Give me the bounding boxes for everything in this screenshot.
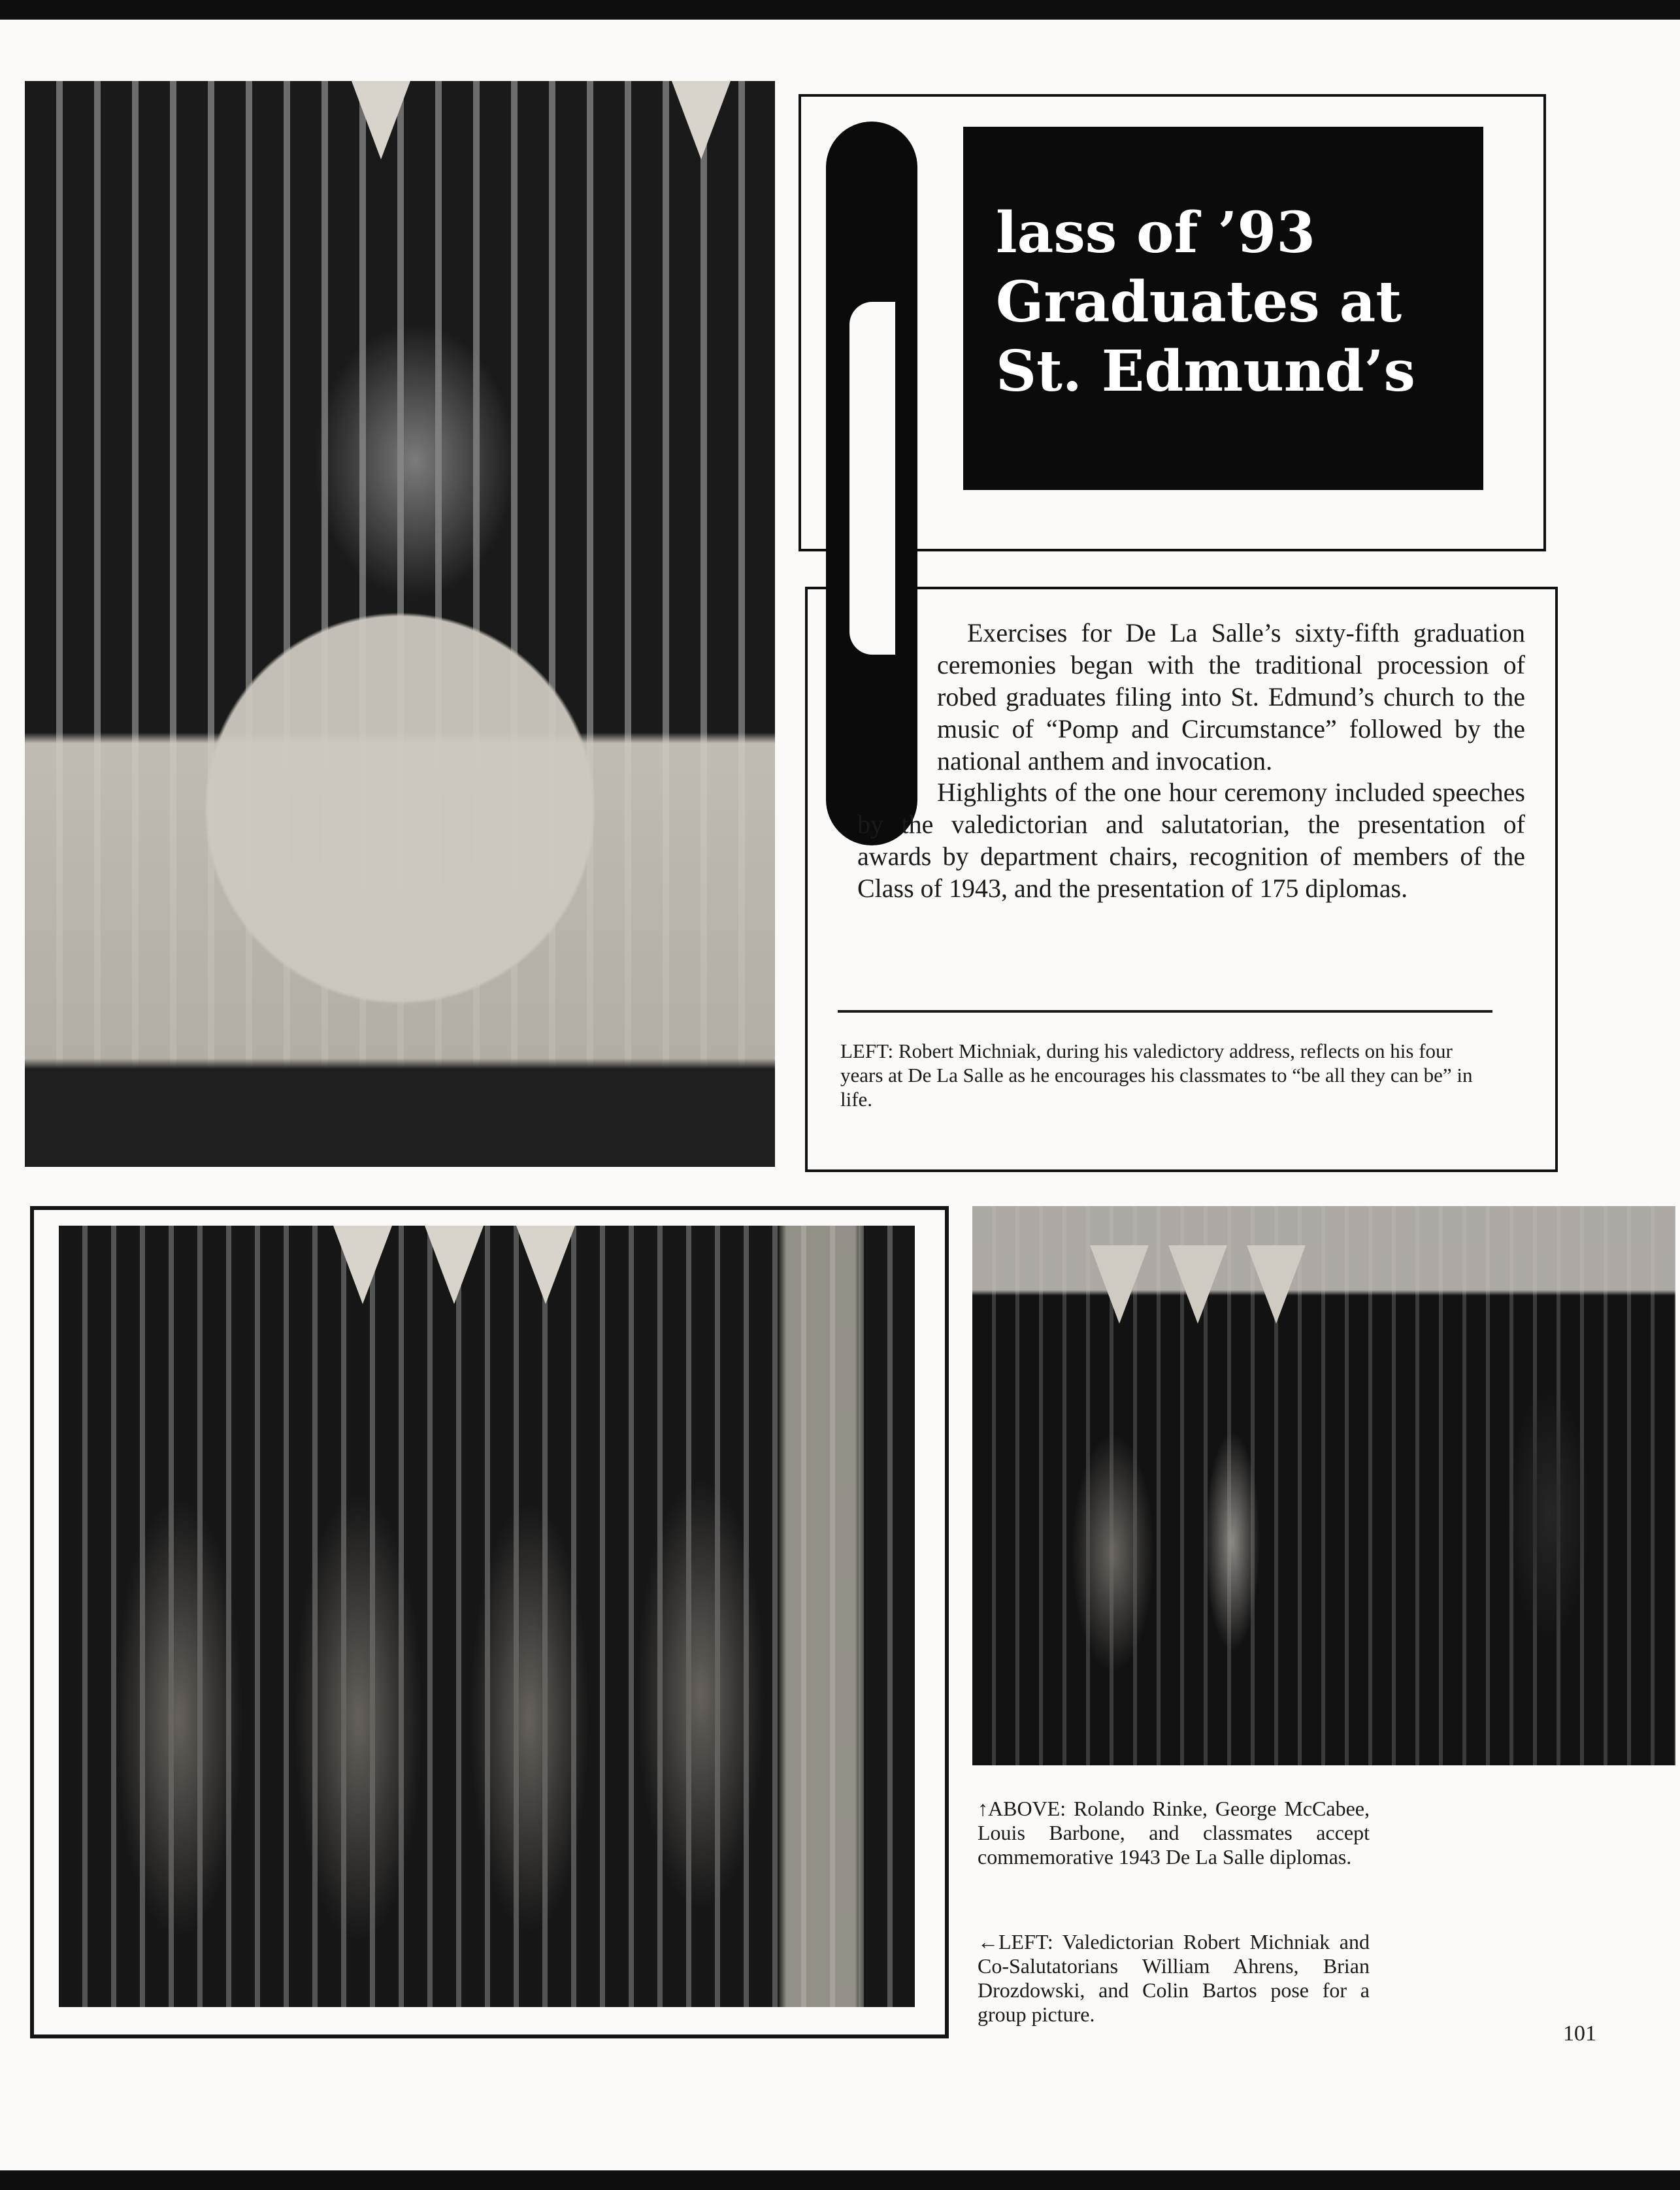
- article-paragraph: Highlights of the one hour ceremony included speeches by the valedictorian and salutatorian, the presentation of awards by department chairs, recognition of members of the Class of 1943, and the presentation of 175 diplomas.: [857, 777, 1525, 903]
- title-line: St. Edmund’s: [996, 338, 1415, 404]
- banner-decoration: [425, 1226, 484, 1304]
- alumni-diplomas-photo: [972, 1206, 1675, 1765]
- caption-graduates: ←LEFT: Valedictorian Robert Michniak and Co-Salutatorians William Ahrens, Brian Drozdowski, and Colin Bartos pose for a group picture.: [978, 1930, 1370, 2026]
- banner-decoration: [516, 1226, 575, 1304]
- caption-alumni: ↑ABOVE: Rolando Rinke, George McCabee, Louis Barbone, and classmates accept commemorative 1943 De La Salle diplomas.: [978, 1797, 1370, 1869]
- caption-valedictorian: LEFT: Robert Michniak, during his valedictory address, reflects on his four years at De La Salle as he encourages his classmates to “be all they can be” in life.: [840, 1039, 1473, 1111]
- article-title: [996, 199, 1479, 406]
- banner-decoration: [1168, 1245, 1227, 1324]
- divider-rule: [838, 1010, 1492, 1013]
- drop-cap-counter: [849, 302, 895, 655]
- graduates-group-photo: [59, 1226, 915, 2007]
- article-paragraph: Exercises for De La Salle’s sixty-fifth graduation ceremonies began with the traditional procession of robed graduates filing into St. Edmund’s church to the music of “Pomp and Circumstance” followed by the national anthem and invocation.: [937, 618, 1525, 776]
- page-number: 101: [1563, 2021, 1596, 2046]
- title-line: lass of ’93: [996, 200, 1316, 266]
- banner-decoration: [1090, 1245, 1149, 1324]
- valedictorian-photo: [25, 81, 775, 1167]
- banner-decoration: [352, 81, 410, 159]
- banner-decoration: [672, 81, 731, 159]
- title-line: Graduates at: [996, 269, 1402, 335]
- banner-decoration: [333, 1226, 392, 1304]
- banner-decoration: [1247, 1245, 1306, 1324]
